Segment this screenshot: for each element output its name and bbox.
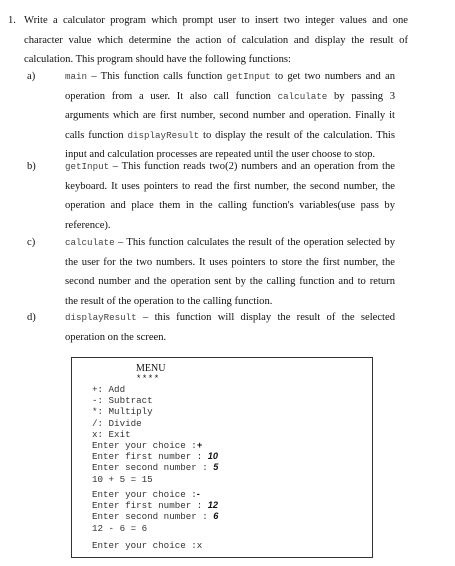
item-a bbox=[27, 67, 395, 165]
first-number-prompt: Enter first number : bbox=[92, 451, 208, 463]
console-line bbox=[92, 500, 218, 511]
menu-stars: **** bbox=[136, 374, 160, 384]
console-line bbox=[92, 440, 218, 451]
console-line bbox=[92, 489, 218, 500]
first-number-value: 10 bbox=[207, 451, 219, 462]
first-number-prompt: Enter first number : bbox=[92, 500, 208, 512]
function-name: displayResult bbox=[127, 129, 200, 141]
second-number-value: 6 bbox=[213, 511, 219, 522]
item-text bbox=[65, 308, 395, 347]
choice-value: - bbox=[196, 489, 200, 499]
item-label: c) bbox=[27, 237, 36, 248]
final-prompt: Enter your choice :x bbox=[92, 540, 203, 551]
item-text-part: by passing 3 arguments which are first number, second number and operation. Finally it calls function bbox=[65, 90, 395, 141]
menu-option: +: Add bbox=[92, 384, 126, 395]
function-name: displayResult bbox=[65, 312, 137, 323]
second-number-prompt: Enter second number : bbox=[92, 511, 214, 523]
menu-option: /: Divide bbox=[92, 417, 142, 429]
item-d bbox=[27, 308, 395, 347]
second-number-prompt: Enter second number : bbox=[92, 462, 214, 474]
item-text-part: – This function reads two(2) numbers and an operation from the keyboard. It uses pointers to read the first number, the second number, the operation and place them in the calling function's variables(use pass by reference). bbox=[65, 161, 395, 231]
menu-option: x: Exit bbox=[92, 428, 131, 440]
item-label: a) bbox=[27, 71, 36, 82]
menu-title: MENU bbox=[136, 363, 166, 374]
function-name: main bbox=[65, 71, 88, 82]
item-label: d) bbox=[27, 312, 36, 323]
result-line: 12 - 6 = 6 bbox=[92, 522, 148, 534]
question-number: 1. bbox=[8, 15, 16, 26]
choice-prompt: Enter your choice : bbox=[92, 489, 197, 500]
first-number-value: 12 bbox=[207, 500, 219, 511]
item-text bbox=[65, 233, 395, 311]
function-name: calculate bbox=[277, 90, 328, 102]
item-text bbox=[65, 157, 395, 235]
function-name: calculate bbox=[65, 237, 115, 248]
console-line bbox=[92, 462, 218, 473]
menu-option: *: Multiply bbox=[92, 406, 153, 418]
question-text: Write a calculator program which prompt user to insert two integer values and one character value which determine the action of calculation and display the result of calculation. This program should have the following functions: bbox=[24, 15, 408, 65]
item-b bbox=[27, 157, 395, 235]
second-number-value: 5 bbox=[213, 462, 219, 473]
item-c bbox=[27, 233, 395, 311]
item-text-part: – This function calculates the result of the operation selected by the user for the two numbers. It uses pointers to store the first number, the second number and the operation sent by the calling function and to return the result of the operation to the calling function. bbox=[65, 237, 395, 307]
item-text-part: to get two numbers and an operation from a user. It also call function bbox=[65, 71, 395, 102]
question-1 bbox=[8, 11, 408, 70]
function-name: getInput bbox=[226, 71, 271, 82]
menu-options bbox=[92, 384, 218, 485]
menu-option: -: Subtract bbox=[92, 395, 153, 407]
choice-value: + bbox=[196, 440, 203, 451]
result-line: 10 + 5 = 15 bbox=[92, 473, 153, 485]
item-text-part: – This function calls function bbox=[87, 71, 227, 82]
item-text bbox=[65, 67, 395, 165]
item-label: b) bbox=[27, 161, 36, 172]
console-line bbox=[92, 451, 218, 462]
console-line bbox=[92, 511, 218, 522]
function-name: getInput bbox=[65, 161, 110, 172]
item-text-part: to display the result of the calculation. This input and calculation processes are repeated until the user choose to stop. bbox=[65, 129, 395, 160]
session-2 bbox=[92, 489, 218, 534]
choice-prompt: Enter your choice : bbox=[92, 440, 197, 452]
item-text-part: – this function will display the result of the selected operation on the screen. bbox=[65, 312, 395, 343]
